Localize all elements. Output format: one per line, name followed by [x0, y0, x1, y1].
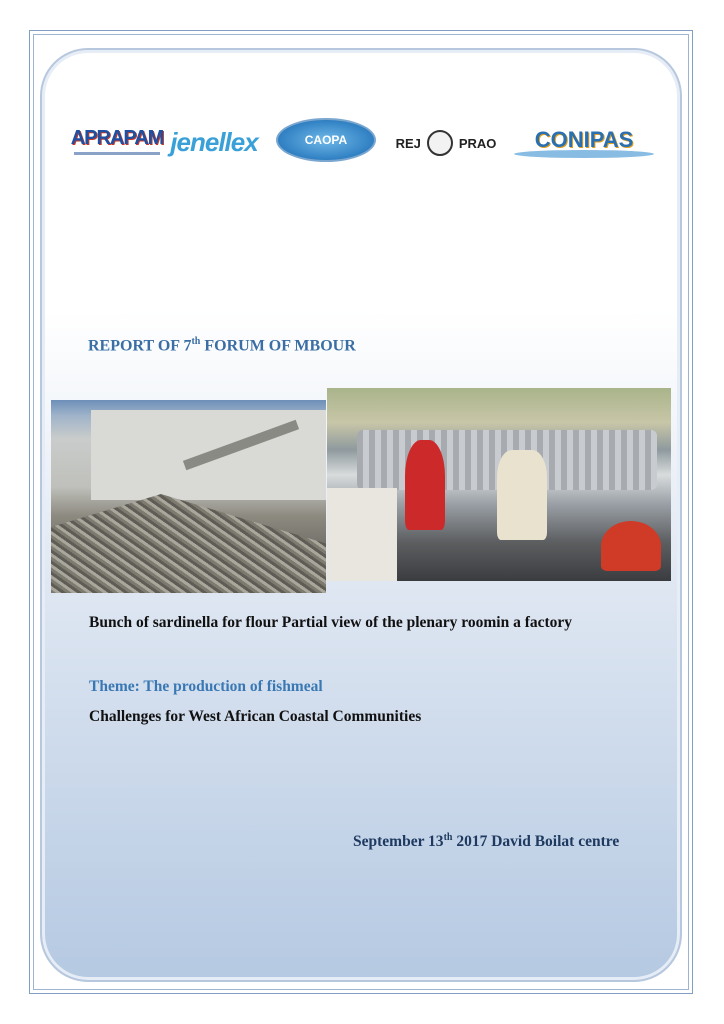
report-title-suffix: FORUM OF MBOUR [200, 337, 356, 355]
event-date-venue [353, 832, 619, 851]
attendee-red-headscarf [405, 440, 445, 530]
caopa-logo [276, 118, 376, 162]
jenelle-logo [166, 120, 262, 164]
date-prefix: September 13 [353, 833, 444, 851]
aprapam-logo-strip [74, 152, 160, 155]
rej-prao-row [396, 130, 497, 156]
attendee-white-shirt [327, 488, 397, 581]
date-suffix: 2017 David Boilat centre [452, 833, 620, 851]
africa-globe-icon [427, 130, 453, 156]
conipas-logo [514, 118, 654, 162]
prao-logo-text: PRAO [458, 135, 497, 151]
conipas-logo-text: CONIPAS [534, 127, 634, 152]
jenelle-logo-text: jenellex [170, 126, 258, 157]
report-title-prefix: REPORT OF 7 [88, 337, 192, 355]
report-title-sup: th [191, 336, 201, 347]
theme-heading: Theme: The production of fishmeal [89, 678, 323, 695]
attendee-red-cap [601, 521, 661, 571]
aprapam-logo [72, 118, 162, 164]
rej-logo-text: REJ [395, 135, 421, 151]
date-sup: th [443, 832, 453, 843]
aprapam-logo-text: APRAPAM [70, 127, 164, 149]
plenary-room-photo [327, 388, 671, 581]
photo-caption: Bunch of sardinella for flour Partial view of the plenary roomin a factory [89, 614, 573, 631]
caopa-logo-text: CAOPA [304, 133, 348, 147]
theme-subtitle: Challenges for West African Coastal Communities [89, 708, 422, 725]
report-title [88, 336, 356, 355]
sardinella-factory-photo [51, 400, 326, 593]
rej-prao-logo [382, 118, 510, 160]
attendee-white-robe [497, 450, 547, 540]
